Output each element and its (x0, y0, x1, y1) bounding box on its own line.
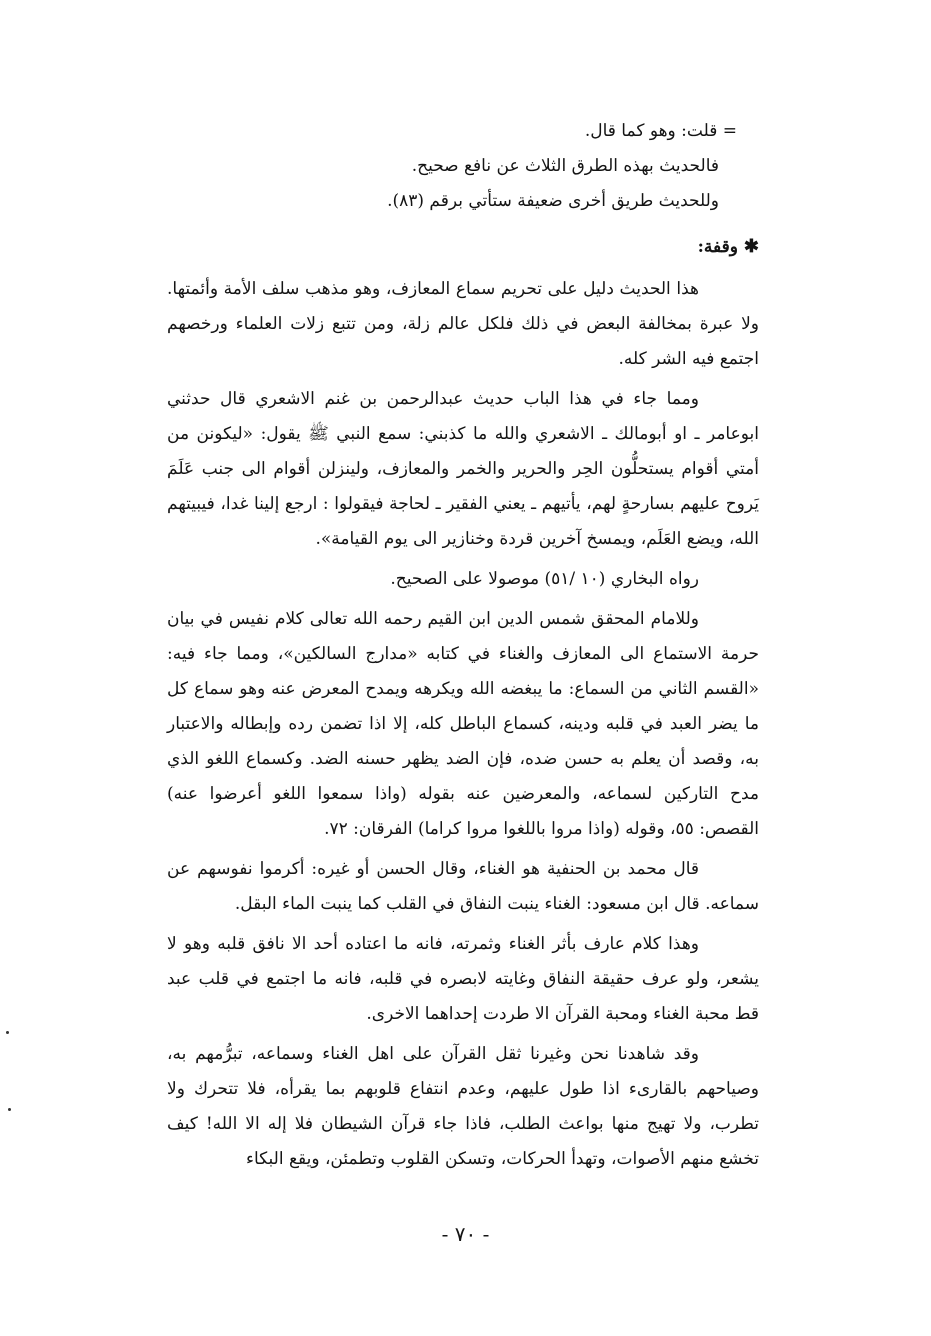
top-line-1: = قلت: وهو كما قال. (584, 121, 737, 141)
paragraph-5: قال محمد بن الحنفية هو الغناء، وقال الحسن أو غيره: أكرموا نفوسهم عن سماعه. قال ابن مسعود: الغناء ينبت النفاق في القلب كما ينبت الماء البقل. (167, 859, 759, 914)
top-line-3: وللحديث طريق أخرى ضعيفة ستأتي برقم (٨٣). (387, 191, 719, 211)
paragraph-6: وهذا كلام عارف بأثر الغناء وثمرته، فانه ما اعتاده أحد الا نافق قلبه وهو لا يشعر، ولو عرف حقيقة النفاق وغايته لابصره في قلبه، فانه ما اجتمع في قلب عبد قط محبة الغناء ومحبة القرآن الا طردت إحداهما الاخرى. (167, 934, 759, 1024)
top-line-2: فالحديث بهذه الطرق الثلاث عن نافع صحيح. (411, 156, 719, 176)
paragraph-2: ومما جاء في هذا الباب حديث عبدالرحمن بن غنم الاشعري قال حدثني ابوعامر ـ او أبومالك ـ الاشعري والله ما كذبني: سمع النبي ﷺ يقول: «ليكونن من أمتي أقوام يستحلُّون الحِر والحرير والخمر والمعازف، ولينزلن أقوام الى جنب عَلَمَ يَروح عليهم بسارحةٍ لهم، يأتيهم ـ يعني الفقير ـ لحاجة فيقولوا : ارجع إلينا غدا، فيبيتهم الله، ويضع العَلَم، ويمسخ آخرين قردة وخنازير الى يوم القيامة». (167, 389, 759, 549)
top-lines (167, 114, 759, 219)
waqfa-heading (698, 236, 759, 257)
paragraph-3: رواه البخاري (١٠ /٥١) موصولا على الصحيح. (390, 569, 699, 589)
paragraph-7: وقد شاهدنا نحن وغيرنا ثقل القرآن على اهل الغناء وسماعه، تبرُّمهم به، وصياحهم بالقارىء اذا طول عليهم، وعدم انتفاع قلوبهم بما يقرأه، فلا تتحرك ولا تطرب، ولا تهيج منها بواعث الطلب، فاذا جاء قرآن الشيطان فلا إله الا الله! كيف تخشع منهم الأصوات، وتهدأ الحركات، وتسكن القلوب وتطمئن، ويقع البكاء (167, 1044, 759, 1169)
waqfa-label: وقفة: (697, 237, 738, 257)
body-text (167, 272, 759, 1182)
asterisk-icon: ✱ (743, 236, 759, 257)
paragraph-4: وللامام المحقق شمس الدين ابن القيم رحمه الله تعالى كلام نفيس في بيان حرمة الاستماع الى المعازف والغناء في كتابه «مدارج السالكين»، ومما جاء فيه: «القسم الثاني من السماع: ما يبغضه الله ويكرهه ويمدح المعرض عنه وهو سماع كل ما يضر العبد في قلبه ودينه، كسماع الباطل كله، إلا اذا تضمن رده وإبطاله والاعتبار به، وقصد أن يعلم به حسن ضده، فإن الضد يظهر حسنه الضد. وكسماع اللغو الذي مدح التاركين لسماعه، والمعرضين عنه بقوله (واذا سمعوا اللغو أعرضوا عنه) القصص: ٥٥، وقوله (واذا مروا باللغوا مروا كراما) الفرقان: ٧٢. (167, 609, 759, 839)
paragraph-1: هذا الحديث دليل على تحريم سماع المعازف، وهو مذهب سلف الأمة وأئمتها. ولا عبرة بمخالفة البعض في ذلك فلكل عالم زلة، ومن تتبع زلات العلماء ورخصهم اجتمع فيه الشر كله. (167, 279, 759, 369)
scan-mark (6, 1031, 9, 1034)
scan-mark (8, 1108, 11, 1111)
page-number: - ٧٠ - (441, 1222, 490, 1246)
